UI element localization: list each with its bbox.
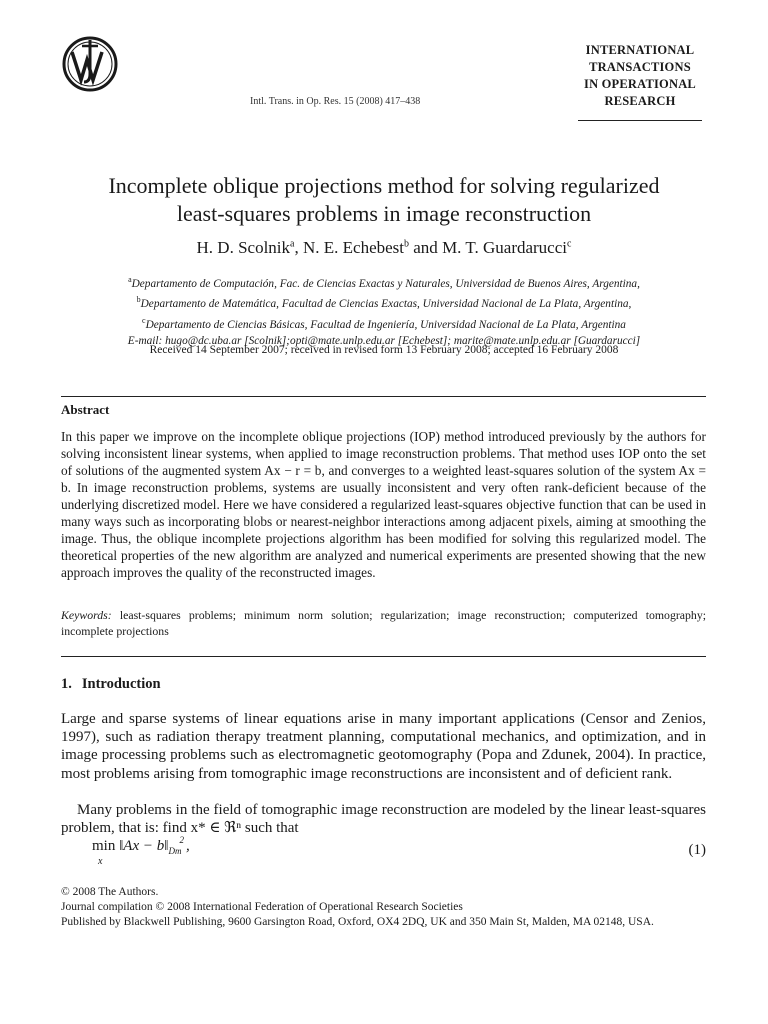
copyright-footer [61, 885, 654, 930]
journal-name-line: TRANSACTIONS [589, 60, 691, 74]
abstract-bottom-rule [61, 656, 706, 657]
keywords-label: Keywords: [61, 608, 112, 622]
author-separator: , [294, 238, 303, 257]
journal-name-line: RESEARCH [604, 94, 676, 108]
equation-tail: , [185, 838, 190, 854]
author-emails: E-mail: hugo@dc.uba.ar [Scolnik];opti@mate.unlp.edu.ar [Echebest]; marite@mate.unlp.edu.ar [Guardarucci] [127, 334, 641, 347]
author-name: M. T. Guardarucci [442, 238, 567, 257]
equation-superscript: 2 [179, 835, 184, 845]
author-affil-mark: c [567, 238, 572, 250]
affiliation [40, 313, 728, 333]
article-title [40, 172, 728, 228]
title-line: least-squares problems in image reconstruction [176, 201, 592, 226]
abstract-heading: Abstract [61, 402, 110, 417]
affil-mark: a [128, 275, 132, 284]
footer-line: Journal compilation © 2008 International Federation of Operational Research Societies [61, 901, 463, 913]
affiliations [40, 272, 728, 349]
title-line: Incomplete oblique projections method for solving regularized [108, 173, 660, 198]
wiley-logo-icon [60, 34, 120, 94]
equation-1 [92, 835, 190, 867]
author-name: N. E. Echebest [302, 238, 405, 257]
equation-var: x [98, 856, 103, 867]
keywords [61, 607, 706, 639]
affil-text: Departamento de Matemática, Facultad de Ciencias Exactas, Universidad Nacional de La Plata, Argentina, [140, 298, 632, 311]
author-affil-mark: b [404, 238, 410, 250]
author-list [40, 238, 728, 258]
journal-name [578, 42, 702, 110]
journal-name-line: IN OPERATIONAL [584, 77, 696, 91]
abstract-top-rule [61, 396, 706, 397]
equation-subscript: Dm [168, 846, 182, 856]
intro-paragraph: Many problems in the field of tomographic image reconstruction are modeled by the linear least-squares problem, that is: find x* ∈ ℜⁿ such that [61, 802, 706, 837]
author-affil-mark: a [290, 238, 295, 250]
journal-rule [578, 120, 702, 121]
affiliation [40, 272, 728, 292]
intro-paragraph: Large and sparse systems of linear equations arise in many important applications (Censor and Zenios, 1997), such as radiation therapy treatment planning, computational mechanics, and optimization, and in image processing problems such as electromagnetic geotomography (Popa and Zdunek, 2004). In practice, most problems arising from tomographic image reconstructions are inconsistent and of deficient rank. [61, 711, 706, 782]
received-dates: Received 14 September 2007; received in revised form 13 February 2008; accepted 16 February 2008 [149, 344, 619, 356]
section-number: 1. [61, 676, 72, 692]
equation-number: (1) [688, 842, 706, 858]
affil-mark: b [136, 295, 141, 305]
journal-name-line: INTERNATIONAL [585, 43, 695, 57]
footer-line: © 2008 The Authors. [61, 886, 159, 898]
affiliation [40, 292, 728, 312]
footer-line: Published by Blackwell Publishing, 9600 Garsington Road, Oxford, OX4 2DQ, UK and 350 Main St, Malden, MA 02148, USA. [61, 916, 654, 928]
equation-min: min [92, 838, 116, 854]
abstract-body: In this paper we improve on the incomplete oblique projections (IOP) method introduced previously by the authors for solving inconsistent linear systems, when applied to image reconstruction problems. That method uses IOP onto the set of solutions of the augmented system Ax − r = b, and converges to a weighted least-squares solution of the system Ax = b. In image reconstruction problems, systems are usually inconsistent and very often rank-deficient because of the underlying discretized model. Here we have considered a regularized least-squares objective function that can be used in many ways such as incorporating blobs or nearest-neighbor interactions among adjacent pixels, aiming at smoothing the image. Thus, the oblique incomplete projections algorithm has been modified for solving this regularized model. The theoretical properties of the new algorithm are analyzed and numerical experiments are presented showing that the new approach improves the quality of the reconstructed images. [61, 429, 706, 580]
author-separator: and [409, 238, 443, 257]
keywords-list: least-squares problems; minimum norm solution; regularization; image reconstruction; computerized tomography; incomplete projections [61, 608, 706, 638]
section-title: Introduction [81, 676, 161, 692]
affil-text: Departamento de Computación, Fac. de Ciencias Exactas y Naturales, Universidad de Buenos Aires, Argentina, [131, 277, 640, 290]
affil-text: Departamento de Ciencias Básicas, Facultad de Ingeniería, Universidad Nacional de La Plata, Argentina [145, 318, 626, 331]
section-heading [61, 676, 171, 693]
journal-citation: Intl. Trans. in Op. Res. 15 (2008) 417–438 [250, 96, 421, 107]
author-name: H. D. Scolnik [196, 238, 291, 257]
affil-mark: c [142, 315, 146, 325]
equation-body: ‖Ax − b‖ [119, 838, 169, 854]
